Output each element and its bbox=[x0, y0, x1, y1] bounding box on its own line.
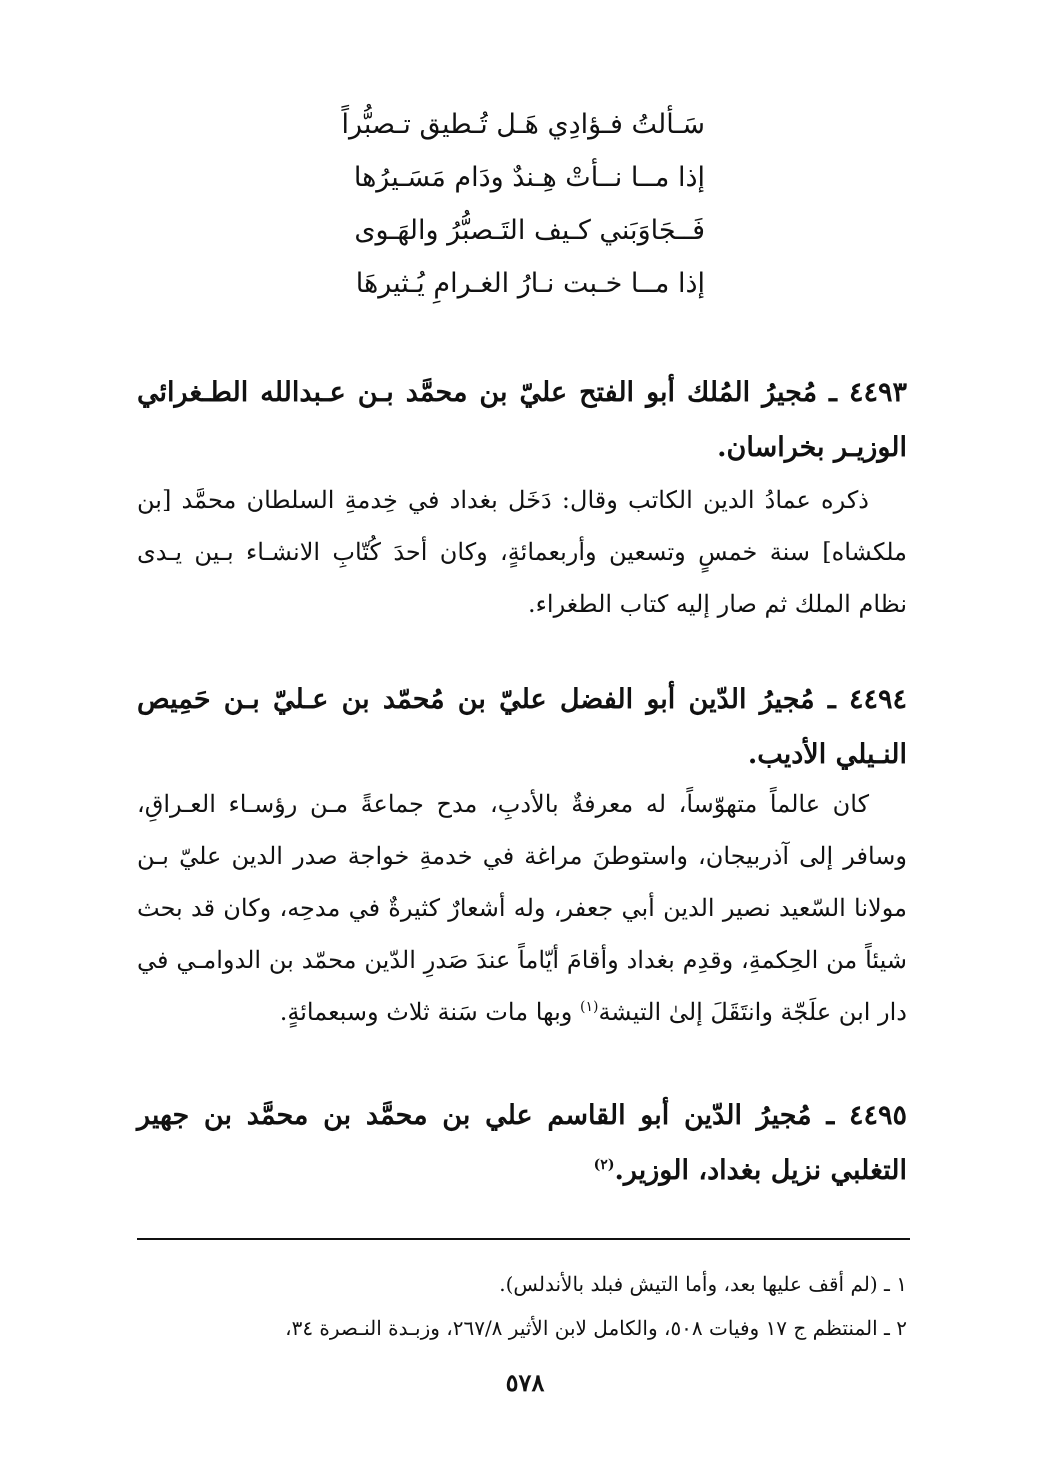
footnotes bbox=[137, 1262, 907, 1350]
entry-heading-4493: ٤٤٩٣ ـ مُجيرُ المُلك أبو الفتح عليّ بن محمَّد بـن عـبدالله الطـغرائي الوزيـر بخراسان. bbox=[137, 377, 907, 463]
poem-verse: إذا مــا خـبت نـارُ الغـرامِ يُـثيرهَا bbox=[355, 268, 705, 299]
footnote-marker: (١) bbox=[579, 999, 599, 1015]
poem-verse: إذا مــا نــأتْ هِـندٌ ودَام مَسَـيرُها bbox=[353, 162, 705, 193]
poem-block bbox=[341, 98, 705, 310]
poem-verse: سَـألتُ فـؤادِي هَـل تُـطيق تـصبُّراً bbox=[341, 109, 705, 140]
footnote-item: ٢ ـ المنتظم ج ١٧ وفيات ٥٠٨، والكامل لابن الأثير ٢٦٧/٨، وزبـدة النـصرة ٣٤، bbox=[285, 1316, 907, 1340]
footnote-item: ١ ـ (لم أقف عليها بعد، وأما التيش فبلد بالأندلس). bbox=[499, 1272, 907, 1296]
entry-body-4494 bbox=[137, 778, 907, 1038]
entry-body-text: كان عالماً متهوّساً، له معرفةٌ بالأدبِ، مدح جماعةً مـن رؤسـاء العـراقِ، وسافر إلى آذربيجان، واستوطنَ مراغة في خدمةِ خواجة صدر الدين عليّ بـن مولانا السّعيد نصير الدين أبي جعفر، وله أشعارٌ كثيرةٌ في مدحِه، وكان قد بحث شيئاً من الحِكمةِ، وقدِم بغداد وأقامَ أيّاماً عندَ صَدرِ الدّين محمّد بن الدوامـي في دار ابن علَجّة وانتَقَلَ إلىٰ التيشة bbox=[137, 790, 907, 1026]
poem-verse: فَــجَاوَبَني كـيف التَـصبُّرُ والهَـوى bbox=[354, 215, 705, 246]
footnote-divider bbox=[137, 1238, 910, 1240]
entry-heading-4495 bbox=[137, 1088, 907, 1198]
entry-body-text: وبها مات سَنة ثلاث وسبعمائةٍ. bbox=[279, 998, 580, 1026]
page-number: ٥٧٨ bbox=[505, 1368, 545, 1397]
entry-body-4493: ذكره عمادُ الدين الكاتب وقال: دَخَل بغداد في خِدمةِ السلطان محمَّد [بن ملكشاه] سنة خمسٍ وتسعين وأربعمائةٍ، وكان أحدَ كُتّابِ الانشـاء بـين يـدى نظام الملك ثم صار إليه كتاب الطغراء. bbox=[137, 486, 907, 618]
entry-heading-text: ٤٤٩٥ ـ مُجيرُ الدّين أبو القاسم علي بن محمَّد بن محمَّد بن جهير التغلبي نزيل بغداد، الوزير. bbox=[137, 1100, 907, 1186]
footnote-marker: (٢) bbox=[593, 1157, 615, 1173]
entry-heading-4494: ٤٤٩٤ ـ مُجيرُ الدّين أبو الفضل عليّ بن مُحمّد بن عـليّ بـن حَمِيص النـيلي الأديب. bbox=[137, 684, 907, 770]
